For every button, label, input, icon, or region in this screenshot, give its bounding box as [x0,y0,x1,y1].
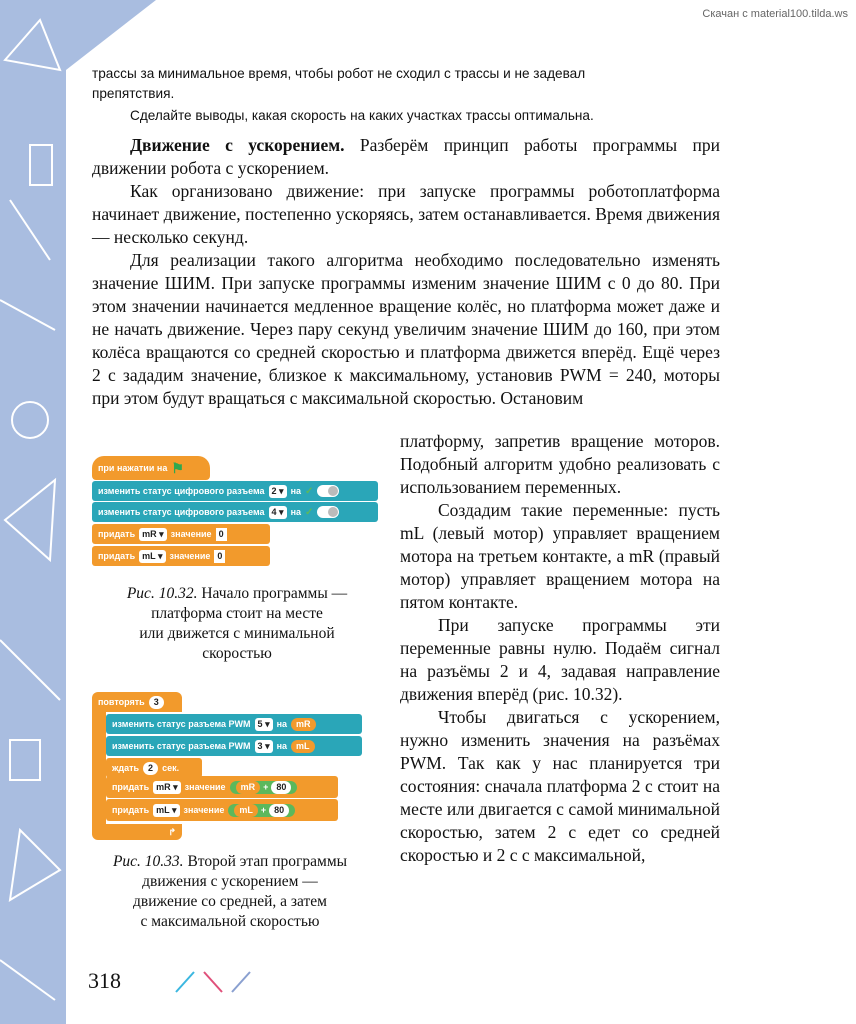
pwm-block-2: изменить статус разъема PWM 3 ▾ на mL [106,736,362,756]
check-icon: ✓ [305,485,314,497]
var-dropdown: mL ▾ [139,550,165,563]
section-heading: Движение с ускорением. [130,135,345,155]
repeat-block-arm [92,710,106,830]
var-dropdown: mR ▾ [153,781,181,794]
intro-line-2: препятствия. [92,86,175,101]
digital-port-block-2: изменить статус цифрового разъема 4 ▾ на ✓ [92,502,378,522]
slash-decoration-icon [168,968,258,996]
toggle-icon [317,506,339,518]
download-credit: Скачан с material100.tilda.ws [702,8,848,20]
toggle-icon [317,485,339,497]
when-flag-clicked-block: при нажатии на ⚑ [92,456,210,480]
loop-arrow-icon: ↱ [168,826,176,837]
paragraph-4: Создадим такие переменные: пусть mL (левый мотор) управляет вращением мотора на третьем контакте, а mR (правый мотор) управляет вращением мотора на пятом контакте. [400,500,720,612]
geometric-pattern-icon [0,0,66,1024]
figure-10-32-caption: Рис. 10.32. Начало программы — платформа стоит на месте или движется с минимальной скоростью [126,585,348,662]
wait-block: ждать 2 сек. [106,758,202,778]
add-operator: mR + 80 [230,781,298,794]
digital-port-block-1: изменить статус цифрового разъема 2 ▾ на ✓ [92,481,378,501]
decorative-sidebar [0,0,66,1024]
set-var-block-mr: придать mR ▾ значение 0 [92,524,270,544]
paragraph-6: Чтобы двигаться с ускорением, нужно изменить значения на разъёмах PWM. Так как у нас планируется три состояния: сначала платформа 2 с стоит на месте или двигается с самой минимальной скоростью, затем 2 с едет со средней скоростью и 2 с с максимальной, [400,707,720,865]
paragraph-2: Как организовано движение: при запуске программы роботоплатформа начинает движение, постепенно ускоряясь, затем останавливается. Время движения — несколько секунд. [92,181,720,247]
page-number: 318 [88,968,121,993]
set-var-block-ml: придать mL ▾ значение mL + 80 [106,799,338,821]
figure-10-33-caption: Рис. 10.33. Второй этап программы движения с ускорением — движение со средней, а затем с максимальной скоростью [112,853,348,930]
port-dropdown: 5 ▾ [255,718,273,731]
main-text-right [400,430,720,867]
paragraph-3: Для реализации такого алгоритма необходимо последовательно изменять значение ШИМ. При запуске программы изменим значение ШИМ с 0 до 80. При этом значении начинается медленное вращение колёс, но платформа может даже и не начать движение. Через пару секунд увеличим значение ШИМ до 160, при этом колёса вращаются со средней скоростью и платформа движется вперёд. Ещё через 2 с зададим значение, близкое к максимальному, установив PWM = 240, моторы при этом будут вращаться с максимальной скоростью. Остановим [92,250,720,408]
set-var-block-ml: придать mL ▾ значение 0 [92,546,270,566]
var-dropdown: mR ▾ [139,528,167,541]
green-flag-icon: ⚑ [171,459,184,476]
pwm-block-1: изменить статус разъема PWM 5 ▾ на mR [106,714,362,734]
intro-line-3: Сделайте выводы, какая скорость на каких участках трассы оптимальна. [130,108,594,123]
main-text-top [92,134,720,410]
paragraph-5: При запуске программы эти переменные равны нулю. Подаём сигнал на разъёмы 2 и 4, задавая направление движения вперёд (рис. 10.32). [400,615,720,704]
port-dropdown: 3 ▾ [255,740,273,753]
paragraph-3-cont: платформу, запретив вращение моторов. Подобный алгоритм удобно реализовать с использованием переменных. [400,431,720,497]
repeat-block: повторять 3 [92,692,182,712]
var-dropdown: mL ▾ [153,804,179,817]
port-dropdown: 4 ▾ [269,506,287,519]
intro-line-1: трассы за минимальное время, чтобы робот не сходил с трассы и не задевал [92,66,586,81]
set-var-block-mr: придать mR ▾ значение mR + 80 [106,776,338,798]
port-dropdown: 2 ▾ [269,485,287,498]
header-corner-decoration [66,0,156,70]
paragraph-1: Движение с ускорением. Разберём принцип работы программы при движении робота с ускорением. [92,135,720,178]
check-icon: ✓ [305,506,314,518]
repeat-block-foot [92,824,182,840]
add-operator: mL + 80 [228,804,295,817]
